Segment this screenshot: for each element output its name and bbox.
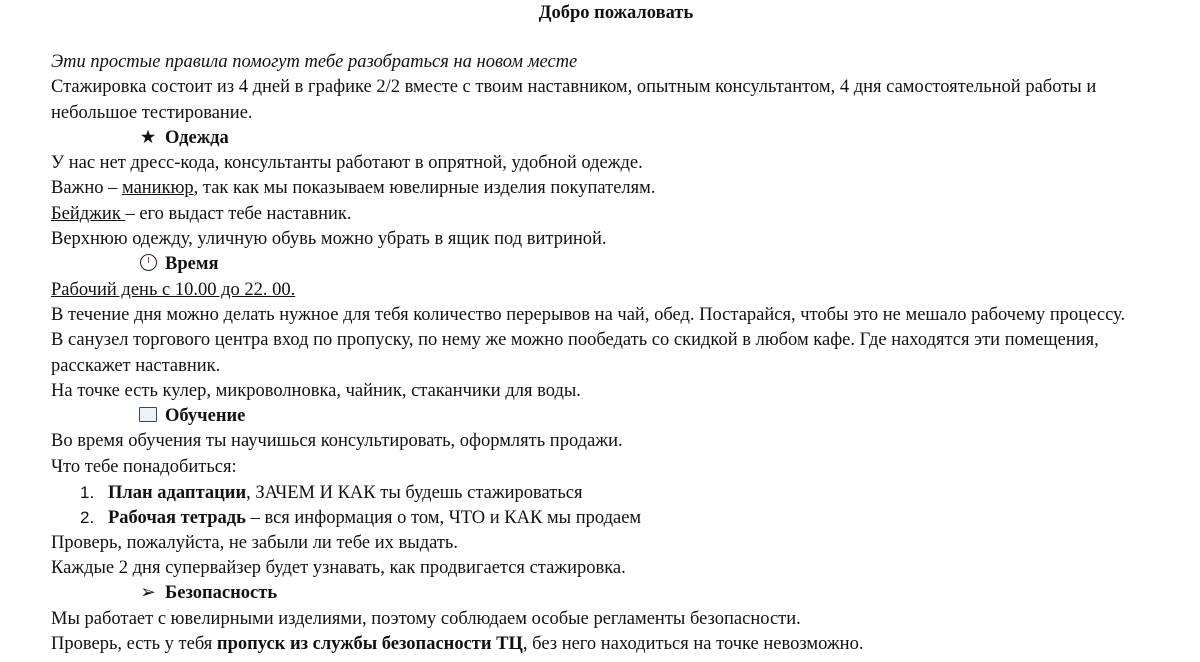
list-number: 2. [80, 508, 95, 528]
bold-text: План адаптации [108, 483, 247, 504]
paragraph: Во время обучения ты научишься консультировать, оформлять продажи. [51, 431, 623, 452]
paragraph: Верхнюю одежду, уличную обувь можно убрать в ящик под витриной. [51, 229, 607, 250]
paragraph: Проверь, пожалуйста, не забыли ли тебе их выдать. [51, 532, 458, 553]
paragraph: У нас нет дресс-кода, консультанты работают в опрятной, удобной одежде. [51, 153, 643, 174]
text: – его выдаст тебе наставник. [125, 203, 352, 224]
page-title: Добро пожаловать [538, 3, 694, 23]
text: Проверь, есть у тебя [51, 633, 217, 654]
clock-icon [137, 252, 159, 277]
list-item [51, 505, 1161, 530]
bold-text: Рабочая тетрадь [108, 508, 246, 529]
section-heading-training [51, 404, 1161, 429]
text: Важно – [51, 178, 122, 199]
paragraph [51, 202, 1161, 227]
bold-text: пропуск из службы безопасности ТЦ [216, 633, 523, 654]
list-item [51, 480, 1161, 505]
book-icon [137, 404, 159, 429]
paragraph: Что тебе понадобиться: [51, 456, 237, 477]
intro-italic: Эти простые правила помогут тебе разобраться на новом месте [51, 52, 578, 72]
paragraph: Мы работает с ювелирными изделиями, поэтому соблюдаем особые регламенты безопасности. [51, 608, 801, 629]
underlined-text: маникюр [121, 178, 194, 199]
heading-text: Время [165, 254, 219, 275]
arrow-icon: ➢ [140, 583, 156, 604]
text: , без него находиться на точке невозможно. [522, 633, 864, 654]
heading-text: Безопасность [165, 583, 278, 604]
list-number: 1. [80, 483, 95, 503]
paragraph: В течение дня можно делать нужное для тебя количество перерывов на чай, обед. Постарайся, чтобы это не мешало рабочему процессу. [51, 304, 1126, 325]
text: , ЗАЧЕМ И КАК ты будешь стажироваться [246, 483, 583, 504]
section-heading-clothes [51, 126, 1161, 151]
paragraph: Рабочий день с 10.00 до 22. 00. [51, 279, 296, 300]
document [51, 0, 1161, 657]
heading-text: Обучение [165, 406, 246, 427]
section-heading-time [51, 252, 1161, 277]
paragraph [51, 176, 1161, 201]
paragraph: На точке есть кулер, микроволновка, чайник, стаканчики для воды. [51, 380, 581, 401]
paragraph [51, 632, 1161, 657]
heading-text: Одежда [165, 127, 229, 148]
paragraph: Каждые 2 дня супервайзер будет узнавать, как продвигается стажировка. [51, 557, 626, 578]
underlined-text: Бейджик [51, 203, 126, 224]
star-icon: ★ [139, 127, 157, 148]
text: , так как мы показываем ювелирные изделия покупателям. [193, 178, 656, 199]
text: – вся информация о том, ЧТО и КАК мы продаем [245, 508, 642, 529]
intro-text: Стажировка состоит из 4 дней в графике 2/2 вместе с твоим наставником, опытным консультантом, 4 дня самостоятельной работы и небольшое тестирование. [51, 77, 1097, 123]
section-heading-security [51, 581, 1161, 606]
paragraph: В санузел торгового центра вход по пропуску, по нему же можно пообедать со скидкой в любом кафе. Где находятся эти помещения, расскажет наставник. [51, 330, 1099, 376]
